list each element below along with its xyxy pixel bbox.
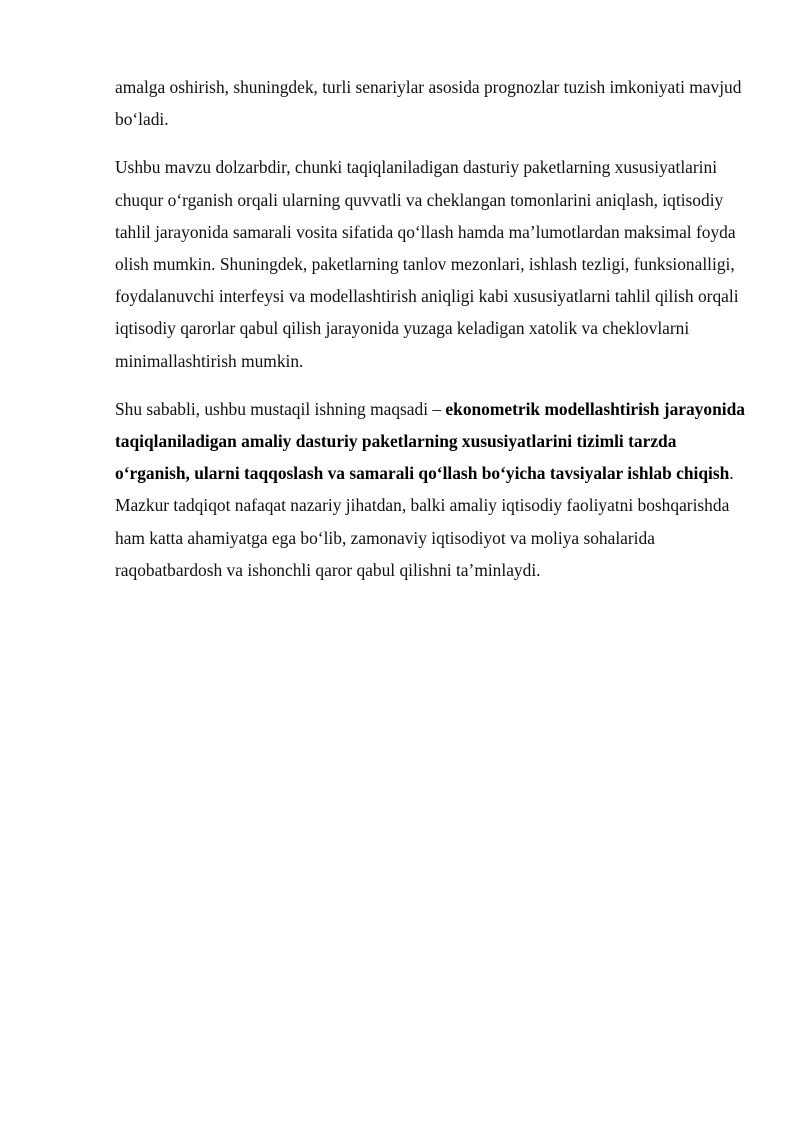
paragraph-3: [115, 393, 745, 586]
paragraph-1: [115, 71, 745, 135]
paragraph-2: [115, 151, 745, 376]
paragraph-1-text: amalga oshirish, shuningdek, turli senariylar asosida prognozlar tuzish imkoniyati mavjud bo‘ladi.: [115, 77, 742, 130]
paragraph-3-tail: . Mazkur tadqiqot nafaqat nazariy jihatdan, balki amaliy iqtisodiy faoliyatni boshqarishda ham katta ahamiyatga ega bo‘lib, zamonaviy iqtisodiyot va moliya sohalarida raqobatbardosh va ishonchli qaror qabul qilishni ta’minlaydi.: [115, 463, 734, 580]
paragraph-3-lead: Shu sababli, ushbu mustaqil ishning maqsadi –: [115, 398, 446, 419]
document-body: [115, 71, 745, 602]
paragraph-3-goal-bold: ekonometrik modellashtirish jarayonida taqiqlaniladigan amaliy dasturiy paketlarning xususiyatlarini tizimli tarzda o‘rganish, ularni taqqoslash va samarali qo‘llash bo‘yicha tavsiyalar ishlab chiqish: [115, 398, 745, 484]
paragraph-2-text: Ushbu mavzu dolzarbdir, chunki taqiqlaniladigan dasturiy paketlarning xususiyatlarini chuqur o‘rganish orqali ularning quvvatli va cheklangan tomonlarini aniqlash, iqtisodiy tahlil jarayonida samarali vosita sifatida qo‘llash hamda ma’lumotlardan maksimal foyda olish mumkin. Shuningdek, paketlarning tanlov mezonlari, ishlash tezligi, funksionalligi, foydalanuvchi interfeysi va modellashtirish aniqligi kabi xususiyatlarni tahlil qilish orqali iqtisodiy qarorlar qabul qilish jarayonida yuzaga keladigan xatolik va cheklovlarni minimallashtirish mumkin.: [115, 157, 739, 371]
